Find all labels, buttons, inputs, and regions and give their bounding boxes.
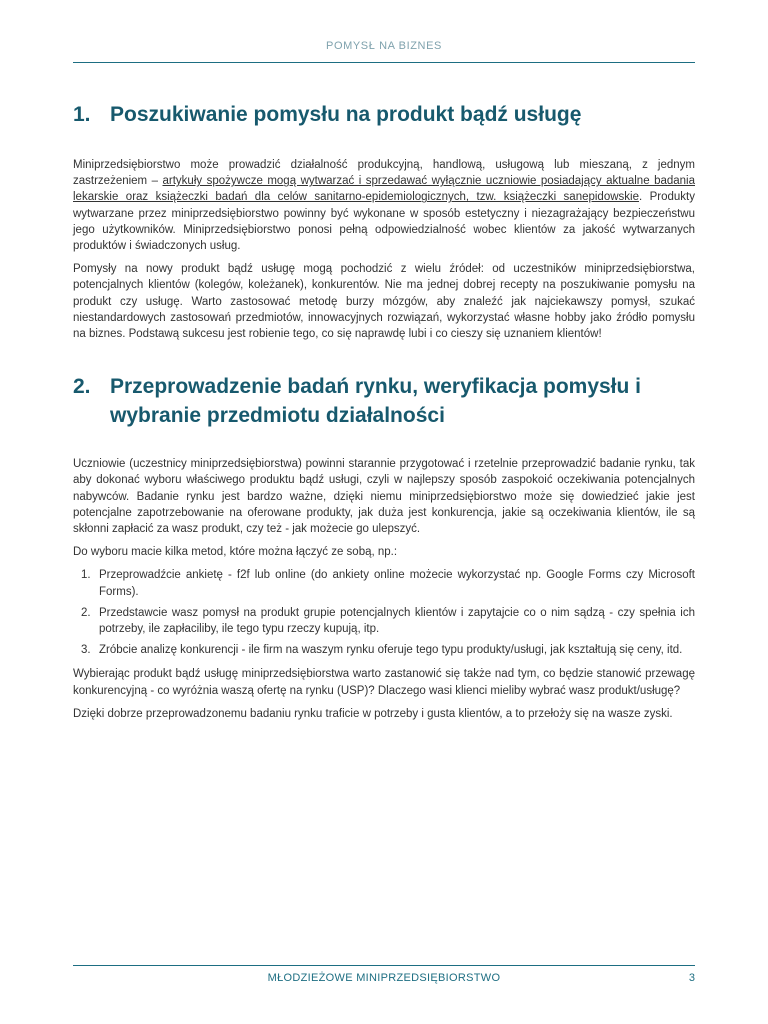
list-item-number: 3. — [81, 644, 91, 657]
list-item-text: Zróbcie analizę konkurencji - ile firm na waszym rynku oferuje tego typu produkty/usługi, jak kształtują się ceny, itd. — [99, 644, 683, 657]
running-header: POMYSŁ NA BIZNES — [326, 40, 442, 52]
list-item — [73, 642, 695, 658]
methods-list — [73, 567, 695, 658]
list-item-text: Przeprowadźcie ankietę - f2f lub online (do ankiety online możecie wykorzystać np. Google Forms czy Microsoft Forms). — [99, 569, 695, 598]
section-2-number: 2. — [73, 375, 91, 399]
footer-rule — [73, 965, 695, 966]
section-1-paragraph-1 — [73, 157, 695, 254]
header-rule — [73, 62, 695, 63]
section-1-paragraph-2: Pomysły na nowy produkt bądź usługę mogą pochodzić z wielu źródeł: od uczestników miniprzedsiębiorstwa, potencjalnych klientów (kolegów, koleżanek), konkurentów. Nie ma jednej dobrej recepty na poszukiwanie pomysłu na produkt czy usługę. Warto zastosować metodę burzy mózgów, aby znaleźć jak najciekawszy pomysł, szukać niestandardowych zastosowań przedmiotów, innowacyjnych rozwiązań, wykorzystać własne hobby jako źródło pomysłu na biznes. Podstawą sukcesu jest robienie tego, co się naprawdę lubi i co cieszy się uznaniem klientów! — [73, 263, 695, 341]
section-2-paragraph-3: Wybierając produkt bądź usługę miniprzedsiębiorstwa warto zastanowić się także nad tym, co będzie stanowić przewagę konkurencyjną - co wyróżnia waszą ofertę na rynku (USP)? Dlaczego wasi klienci mieliby wybrać wasz produkt/usługę? — [73, 668, 695, 697]
page-number: 3 — [688, 972, 695, 984]
section-2-paragraph-2: Do wyboru macie kilka metod, które można łączyć ze sobą, np.: — [73, 546, 398, 559]
paragraph-text: . Produkty wytwarzane przez miniprzedsiębiorstwo powinny być wykonane w sposób estetyczny i niezagrażający bezpieczeństwu jego użytkowników. Miniprzedsiębiorstwo ponosi pełną odpowiedzialność wobec klientów za jakość wytwarzanych produktów i świadczonych usług. — [73, 191, 695, 253]
list-item-number: 1. — [81, 569, 91, 582]
section-2-title: Przeprowadzenie badań rynku, weryfikacja pomysłu i wybranie przedmiotu działalności — [110, 375, 642, 428]
paragraph-text: Miniprzedsiębiorstwo może prowadzić działalność produkcyjną, handlową, usługową lub mieszaną, z jednym zastrzeżeniem – — [73, 159, 695, 188]
footer-title: MŁODZIEŻOWE MINIPRZEDSIĘBIORSTWO — [267, 972, 501, 984]
section-1-number: 1. — [73, 103, 91, 126]
page-content — [73, 100, 695, 729]
section-2-paragraph-4: Dzięki dobrze przeprowadzonemu badaniu rynku traficie w potrzeby i gusta klientów, a to przełoży się na wasze zyski. — [73, 707, 673, 720]
section-1-title: Poszukiwanie pomysłu na produkt bądź usługę — [110, 103, 582, 126]
section-2-paragraph-1: Uczniowie (uczestnicy miniprzedsiębiorstwa) powinni starannie przygotować i rzetelnie przeprowadzić badanie rynku, tak aby dokonać wyboru właściwego produktu bądź usługi, czyli w najlepszy sposób zaspokoić oczekiwania potencjalnych nabywców. Badanie rynku jest bardzo ważne, dzięki niemu miniprzedsiębiorstwo może się dowiedzieć jakie jest potencjalne zapotrzebowanie na oferowane produkty, jak duża jest konkurencja, jakie są oczekiwania klientów, ile są skłonni zapłacić za wasz produkt, czy też - jak możecie go ulepszyć. — [73, 458, 695, 536]
list-item-number: 2. — [81, 606, 91, 619]
list-item — [73, 605, 695, 637]
list-item-text: Przedstawcie wasz pomysł na produkt grupie potencjalnych klientów i zapytajcie co o nim sądzą - czy spełnia ich potrzeby, ile zapłaciliby, ile tego typu rzeczy kupują, itp. — [99, 606, 695, 636]
list-item — [73, 567, 695, 599]
section-2-heading — [73, 372, 695, 430]
section-1-heading — [73, 100, 695, 129]
sanitary-requirement-text: artykuły spożywcze mogą wytwarzać i sprzedawać wyłącznie uczniowie posiadający aktualne badania lekarskie oraz książeczki badań dla celów sanitarno-epidemiologicznych, tzw. książeczki sanepidowskie — [73, 175, 695, 204]
